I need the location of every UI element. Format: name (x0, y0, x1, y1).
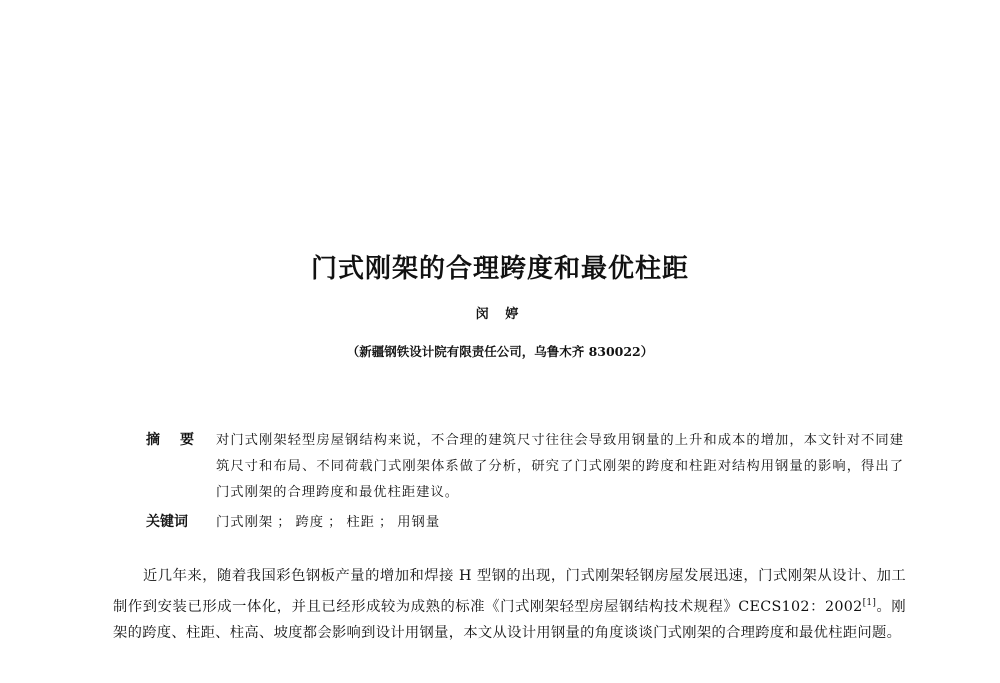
keyword: 用钢量 (397, 515, 441, 530)
abstract-label: 摘要 (146, 432, 214, 448)
affiliation: （新疆钢铁设计院有限责任公司，乌鲁木齐 830022） (346, 344, 654, 359)
abstract-text: 对门式刚架轻型房屋钢结构来说，不合理的建筑尺寸往往会导致用钢量的上升和成本的增加，本文针对不同建筑尺寸和布局、不同荷载门式刚架体系做了分析，研究了门式刚架的跨度和柱距对结构用钢量的影响，得出了门式刚架的合理跨度和最优柱距建议。 (216, 433, 904, 500)
keyword-separator: ； (328, 515, 343, 530)
keyword: 柱距 (346, 515, 375, 530)
keyword-separator: ； (277, 515, 292, 530)
keyword: 跨度 (295, 515, 325, 530)
keyword: 门式刚架 (216, 515, 274, 530)
keywords-list (216, 511, 440, 530)
body-text-part1: 近几年来，随着我国彩色钢板产量的增加和焊接 H 型钢的出现，门式刚架轻钢房屋发展迅速，门式刚架从设计、加工制作到安装已形成一体化，并且已经形成较为成熟的标准《门式刚架轻型房屋钢结构技术规程》CECS102：2002 (113, 568, 906, 615)
body-paragraph (113, 563, 906, 646)
body-text-part2: 。刚架的跨度、柱距、柱高、坡度都会影响到设计用钢量，本文从设计用钢量的角度谈谈门式刚架的合理跨度和最优柱距问题。 (113, 598, 906, 641)
paper-title: 门式刚架的合理跨度和最优柱距 (310, 254, 689, 284)
keyword-separator: ； (378, 515, 394, 530)
author-name: 闵 婷 (475, 307, 525, 322)
keywords-label: 关键词 (146, 514, 188, 530)
citation-ref: [1] (862, 597, 877, 608)
